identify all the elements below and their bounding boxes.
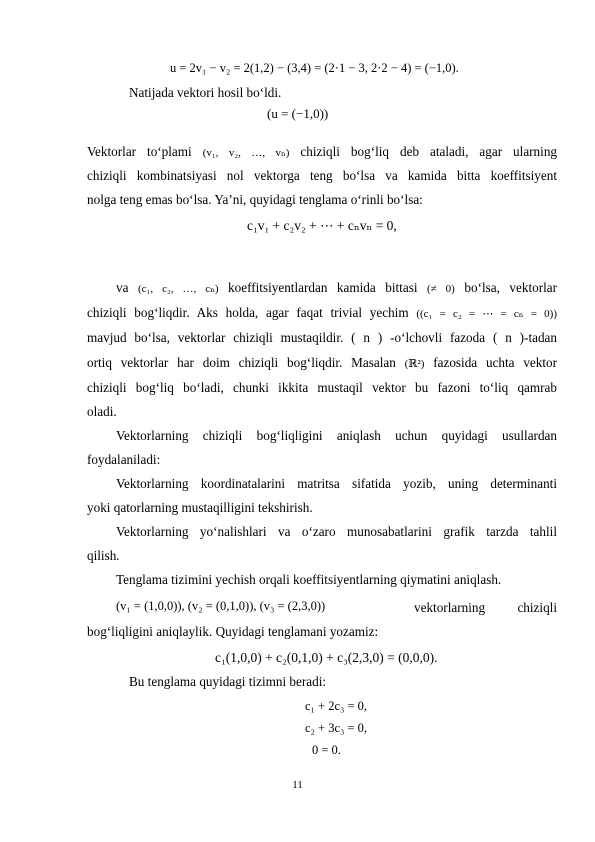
- formula-r2: (ℝ²): [404, 358, 425, 370]
- formula-example-equation: c₁(1,0,0) + c₂(0,1,0) + c₃(2,3,0) = (0,0,0).: [215, 650, 438, 665]
- paragraph-line: bog‘liqligini aniqlaylik. Quyidagi tenglamani yozamiz:: [87, 624, 379, 639]
- paragraph-line: Vektorlar to‘plami (v₁, v₂, …, vₙ) chiziqli bog‘liq deb ataladi, agar ularning: [87, 144, 558, 159]
- formula-top: u = 2v₁ − v₂ = 2(1,2) − (3,4) = (2·1 − 3, 2·2 − 4) = (−1,0).: [170, 61, 459, 75]
- formula-coefficients: (c₁, c₂, …, cₙ): [137, 283, 219, 295]
- formula-example-vectors: (v₁ = (1,0,0)), (v₂ = (0,1,0)), (v₃ = (2,3,0)): [116, 599, 326, 613]
- paragraph-line: Vektorlarning yo‘nalishlari va o‘zaro munosabatlarini grafik tarzda tahlil: [116, 524, 557, 539]
- paragraph-line: Vektorlarning chiziqli bog‘liqligini aniqlash uchun quyidagi usullardan: [116, 428, 557, 443]
- formula-system-line-3: 0 = 0.: [312, 743, 341, 757]
- paragraph-line: Bu tenglama quyidagi tizimni beradi:: [129, 674, 327, 689]
- paragraph-line: yoki qatorlarning mustaqilligini tekshirish.: [87, 500, 313, 515]
- page-number: 11: [292, 779, 303, 791]
- formula-system-line-2: c₂ + 3c₃ = 0,: [305, 721, 368, 735]
- paragraph-line: Vektorlarning koordinatalarini matritsa sifatida yozib, uning determinanti: [116, 476, 557, 491]
- paragraph-line: chiziqli bog‘liqdir. Aks holda, agar faqat trivial yechim ((c₁ = c₂ = ⋯ = cₙ = 0)): [87, 305, 558, 320]
- paragraph-line: foydalaniladi:: [87, 452, 161, 467]
- formula-system-line-1: c₁ + 2c₃ = 0,: [305, 699, 368, 713]
- formula-vectors: (v₁, v₂, …, vₙ): [202, 147, 290, 159]
- paragraph-line: mavjud bo‘lsa, vektorlar chiziqli mustaqildir. ( n ) -o‘lchovli fazoda ( n )-tadan: [87, 330, 557, 345]
- formula-result: (u = (−1,0)): [267, 106, 329, 121]
- formula-trivial: ((c₁ = c₂ = ⋯ = cₙ = 0)): [416, 308, 558, 320]
- paragraph-line: va (c₁, c₂, …, cₙ) koeffitsiyentlardan kamida bittasi (≠ 0) bo‘lsa, vektorlar: [116, 280, 558, 295]
- paragraph-line: oladi.: [87, 404, 117, 419]
- paragraph-line: chiziqli bog‘liq bo‘ladi, chunki ikkita mustaqil vektor bu fazoni to‘liq qamrab: [87, 380, 557, 395]
- paragraph-line: qilish.: [87, 548, 120, 563]
- paragraph-line: vektorlarning chiziqli: [414, 600, 557, 615]
- paragraph-line: Tenglama tizimini yechish orqali koeffitsiyentlarning qiymatini aniqlash.: [116, 572, 502, 587]
- paragraph-line: ortiq vektorlar har doim chiziqli bog‘liqdir. Masalan (ℝ²) fazosida uchta vektor: [87, 355, 558, 370]
- formula-linear-combination: c₁v₁ + c₂v₂ + ⋯ + cₙvₙ = 0,: [247, 218, 397, 233]
- text-line: Natijada vektori hosil bo‘ldi.: [129, 85, 282, 100]
- paragraph-line: nolga teng emas bo‘lsa. Ya’ni, quyidagi tenglama o‘rinli bo‘lsa:: [87, 192, 423, 207]
- formula-nonzero: (≠ 0): [427, 283, 455, 295]
- paragraph-line: chiziqli kombinatsiyasi nol vektorga teng bo‘lsa va kamida bitta koeffitsiyent: [87, 168, 557, 183]
